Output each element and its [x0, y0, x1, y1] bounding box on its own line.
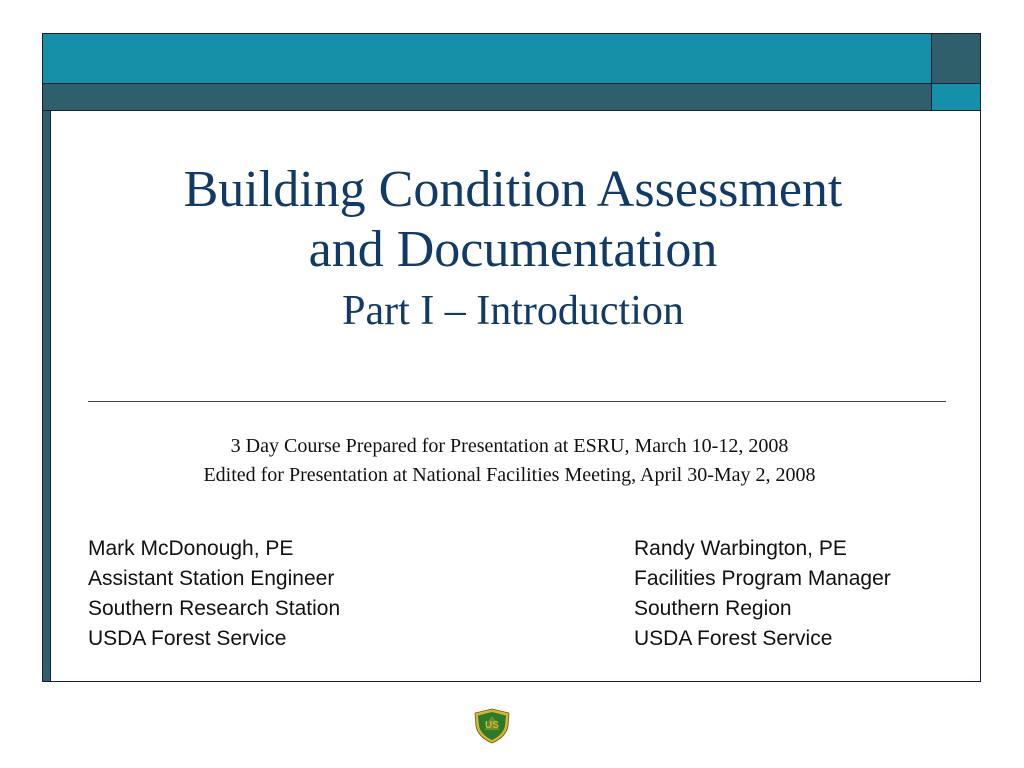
usfs-shield-icon [473, 708, 511, 744]
divider-line [88, 401, 946, 402]
header-band-top [43, 34, 932, 84]
svg-text:US: US [485, 720, 499, 731]
left-accent-stripe [43, 111, 51, 681]
author-unit: Southern Research Station [88, 597, 341, 620]
author-agency: USDA Forest Service [634, 627, 833, 650]
course-line-2: Edited for Presentation at National Facilities Meeting, April 30-May 2, 2008 [203, 464, 816, 486]
author-role: Assistant Station Engineer [88, 567, 335, 590]
slide-frame [42, 33, 981, 682]
slide-title-line-2: and Documentation [308, 221, 718, 278]
author-unit: Southern Region [634, 597, 792, 620]
header-band-middle [43, 84, 932, 111]
author-name: Mark McDonough, PE [88, 537, 294, 560]
header-square-top [932, 34, 980, 84]
slide-subtitle: Part I – Introduction [342, 288, 684, 334]
course-info [63, 432, 956, 490]
header-square-middle [932, 84, 980, 111]
author-role: Facilities Program Manager [634, 567, 891, 590]
slide-title-block [63, 160, 963, 336]
author-left [88, 534, 340, 654]
author-right [634, 534, 891, 654]
author-name: Randy Warbington, PE [634, 537, 847, 560]
author-agency: USDA Forest Service [88, 627, 287, 650]
slide-title-line-1: Building Condition Assessment [183, 161, 843, 218]
course-line-1: 3 Day Course Prepared for Presentation at ESRU, March 10-12, 2008 [230, 435, 789, 457]
